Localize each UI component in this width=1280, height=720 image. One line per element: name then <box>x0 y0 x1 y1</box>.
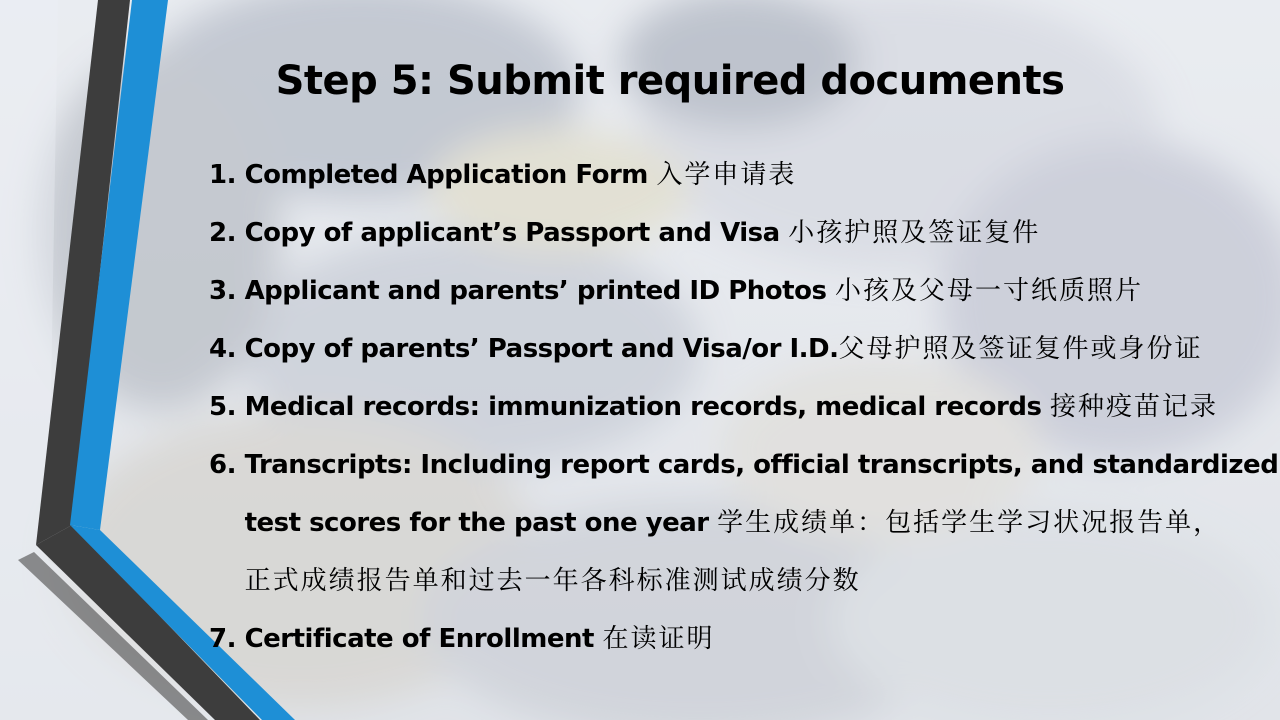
item-text-zh: 小孩护照及签证复件 <box>788 218 1041 248</box>
item-number: 2. <box>209 218 236 248</box>
item-text-en: test scores for the past one year <box>244 508 709 538</box>
item-text-zh: 接种疫苗记录 <box>1050 392 1219 422</box>
item-number: 7. <box>209 624 236 654</box>
item-number: 1. <box>209 160 236 190</box>
item-text-en: Copy of parents’ Passport and Visa/or I.D. <box>244 334 839 364</box>
item-text-en: Applicant and parents’ printed ID Photos <box>244 276 827 306</box>
item-text-en: Transcripts: Including report cards, official transcripts, and standardized <box>244 450 1279 480</box>
item-number: 4. <box>209 334 236 364</box>
item-body <box>236 262 1266 320</box>
item-text-zh: 小孩及父母一寸纸质照片 <box>835 276 1144 306</box>
item-text-zh: 父母护照及签证复件或身份证 <box>838 334 1203 364</box>
list-item-4 <box>196 320 1266 378</box>
list-item-5 <box>196 378 1266 436</box>
list-item-1 <box>196 146 1266 204</box>
list-item-6 <box>196 436 1279 610</box>
item-body <box>236 436 1278 610</box>
item-text-zh: 在读证明 <box>602 624 715 654</box>
item-number: 5. <box>209 392 236 422</box>
item-line-2 <box>236 494 1278 552</box>
item-line-1 <box>236 436 1278 494</box>
item-body <box>236 610 1266 668</box>
item-text-zh: 正式成绩报告单和过去一年各科标准测试成绩分数 <box>244 566 861 596</box>
list-item-7 <box>196 610 1266 668</box>
item-text-en: Certificate of Enrollment <box>244 624 594 654</box>
item-text-en: Completed Application Form <box>244 160 648 190</box>
list-item-3 <box>196 262 1266 320</box>
item-body <box>236 204 1266 262</box>
item-line-3 <box>236 552 1278 610</box>
item-body <box>236 320 1266 378</box>
documents-list <box>196 146 1279 668</box>
item-text-zh: 学生成绩单：包括学生学习状况报告单， <box>717 508 1222 538</box>
item-number: 6. <box>209 450 236 480</box>
item-body <box>236 146 1266 204</box>
item-body <box>236 378 1266 436</box>
list-item-2 <box>196 204 1266 262</box>
item-text-en: Medical records: immunization records, medical records <box>244 392 1042 422</box>
item-text-en: Copy of applicant’s Passport and Visa <box>244 218 780 248</box>
slide-title: Step 5: Submit required documents <box>275 58 1065 104</box>
item-number: 3. <box>209 276 236 306</box>
item-text-zh: 入学申请表 <box>656 160 797 190</box>
